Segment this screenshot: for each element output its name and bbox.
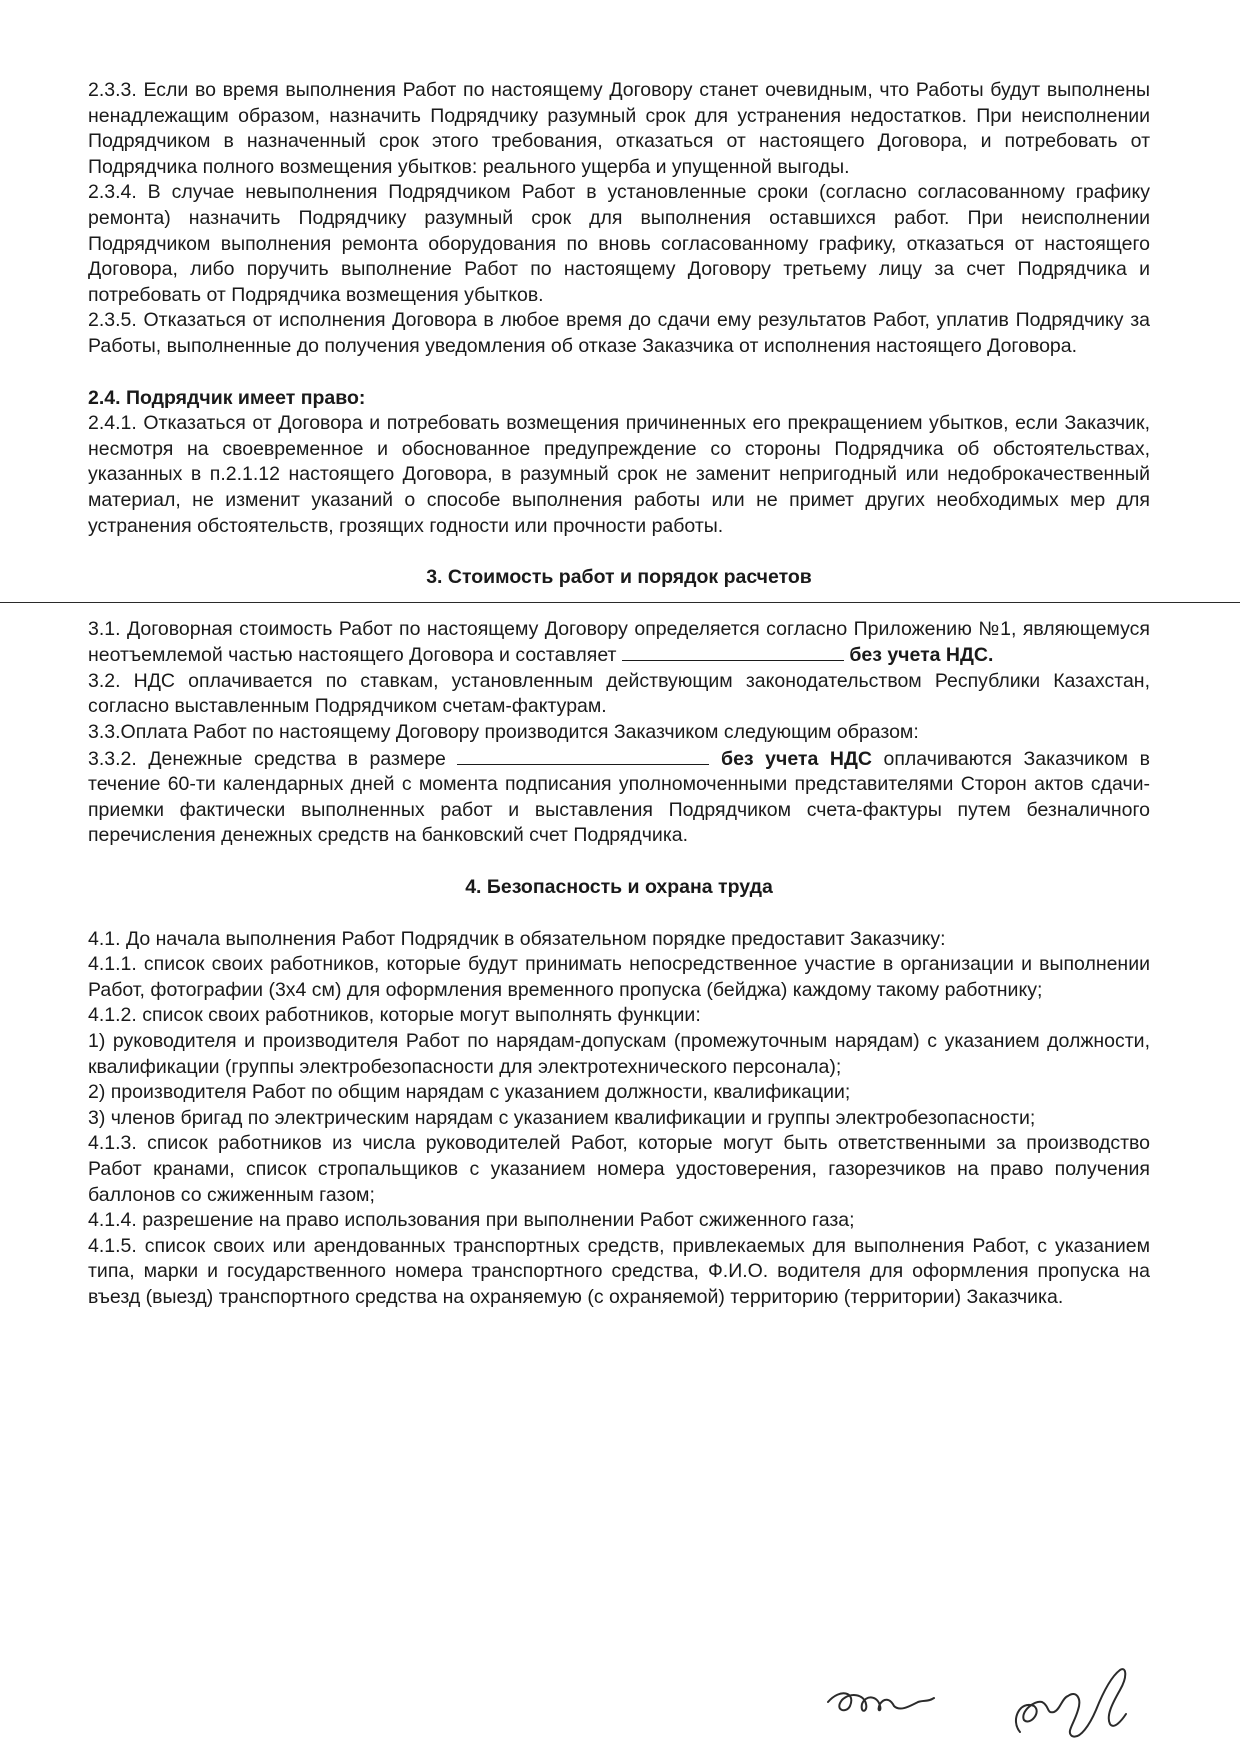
handwritten-signatures (820, 1640, 1170, 1750)
clause-2-3-4: 2.3.4. В случае невыполнения Подрядчиком Работ в установленные сроки (согласно согласованному графику ремонта) назначить Подрядчику разумный срок для выполнения оставшихся работ. При неисполнении Подрядчиком выполнения ремонта оборудования по вновь согласованному графику, отказаться от настоящего Договора, либо поручить выполнение Работ по настоящему Договору третьему лицу за счет Подрядчика и потребовать от Подрядчика возмещения убытков. (88, 181, 1150, 306)
clause-3-1-vat: без учета НДС. (849, 644, 994, 667)
document-body (88, 78, 1150, 1311)
clause-3-3: 3.3.Оплата Работ по настоящему Договору производится Заказчиком следующим образом: (88, 721, 919, 744)
clause-3-3-2 (88, 746, 1150, 849)
clause-4-1-2: 4.1.2. список своих работников, которые могут выполнять функции: (88, 1004, 701, 1027)
clause-2-4-1: 2.4.1. Отказаться от Договора и потребовать возмещения причиненных его прекращением убытков, если Заказчик, несмотря на своевременное и обоснованное предупреждение со стороны Подрядчика об обстоятельствах, указанных в п.2.1.12 настоящего Договора, в разумный срок не заменит непригодный или недоброкачественный материал, не изменит указаний о способе выполнения работы или не примет других необходимых мер для устранения обстоятельств, грозящих годности или прочности работы. (88, 412, 1150, 537)
clause-4-1-4: 4.1.4. разрешение на право использования при выполнении Работ сжиженного газа; (88, 1209, 855, 1232)
clause-4-1-2-item-3: 3) членов бригад по электрическим нарядам с указанием квалификации и группы электробезопасности; (88, 1106, 1036, 1129)
clause-4-1: 4.1. До начала выполнения Работ Подрядчик в обязательном порядке предоставит Заказчику: (88, 927, 946, 950)
clause-3-2: 3.2. НДС оплачивается по ставкам, установленным действующим законодательством Республики Казахстан, согласно выставленным Подрядчиком счетам-фактурам. (88, 669, 1150, 718)
clause-2-3-5: 2.3.5. Отказаться от исполнения Договора в любое время до сдачи ему результатов Работ, уплатив Подрядчику за Работы, выполненные до получения уведомления об отказе Заказчика от исполнения настоящего Договора. (88, 309, 1150, 357)
section-3-title: 3. Стоимость работ и порядок расчетов (426, 566, 812, 589)
clause-4-1-1: 4.1.1. список своих работников, которые будут принимать непосредственное участие в организации и выполнении Работ, фотографии (3х4 см) для оформления временного пропуска (бейджа) каждому такому работнику; (88, 953, 1150, 1001)
clause-2-3-3: 2.3.3. Если во время выполнения Работ по настоящему Договору станет очевидным, что Работы будут выполнены ненадлежащим образом, назначить Подрядчику разумный срок для устранения недостатков. При неисполнении Подрядчиком в назначенный срок этого требования, отказаться от настоящего Договора, и потребовать от Подрядчика полного возмещения убытков: реального ущерба и упущенной выгоды. (88, 79, 1150, 178)
amount-blank (622, 642, 844, 661)
clause-2-4-heading: 2.4. Подрядчик имеет право: (88, 386, 366, 409)
signature-2 (1016, 1669, 1126, 1737)
clause-3-3-2-rest: оплачиваются Заказчиком в течение 60-ти календарных дней с момента подписания уполномоченными представителями Сторон актов сдачи-приемки фактически выполненных работ и выставления Подрядчиком счета-фактуры путем безналичного перечисления денежных средств на банковский счет Подрядчика. (88, 747, 1150, 847)
clause-4-1-2-item-1: 1) руководителя и производителя Работ по нарядам-допускам (промежуточным нарядам) с указанием должности, квалификации (группы электробезопасности для электротехнического персонала); (88, 1030, 1150, 1078)
clause-3-3-2-vat: без учета НДС (721, 747, 872, 770)
section-4-title: 4. Безопасность и охрана труда (465, 876, 773, 899)
signature-1 (828, 1693, 934, 1710)
clause-4-1-5: 4.1.5. список своих или арендованных транспортных средств, привлекаемых для выполнения Работ, с указанием типа, марки и государственного номера транспортного средства, Ф.И.О. водителя для оформления пропуска на въезд (выезд) транспортного средства на охраняемую (с охраняемой) территорию (территории) Заказчика. (88, 1234, 1150, 1308)
signatures (820, 1640, 1170, 1750)
clause-3-3-2-text: 3.3.2. Денежные средства в размере (88, 747, 446, 770)
payment-amount-blank (457, 746, 709, 765)
clause-3-1-text: 3.1. Договорная стоимость Работ по настоящему Договору определяется согласно Приложению №1, являющемуся неотъемлемой частью настоящего Договора и составляет (88, 617, 1150, 667)
clause-4-1-3: 4.1.3. список работников из числа руководителей Работ, которые могут быть ответственными за производство Работ кранами, список стропальщиков с указанием номера удостоверения, газорезчиков на право получения баллонов со сжиженным газом; (88, 1132, 1150, 1206)
clause-3-1 (88, 617, 1150, 669)
clause-4-1-2-item-2: 2) производителя Работ по общим нарядам с указанием должности, квалификации; (88, 1081, 851, 1104)
